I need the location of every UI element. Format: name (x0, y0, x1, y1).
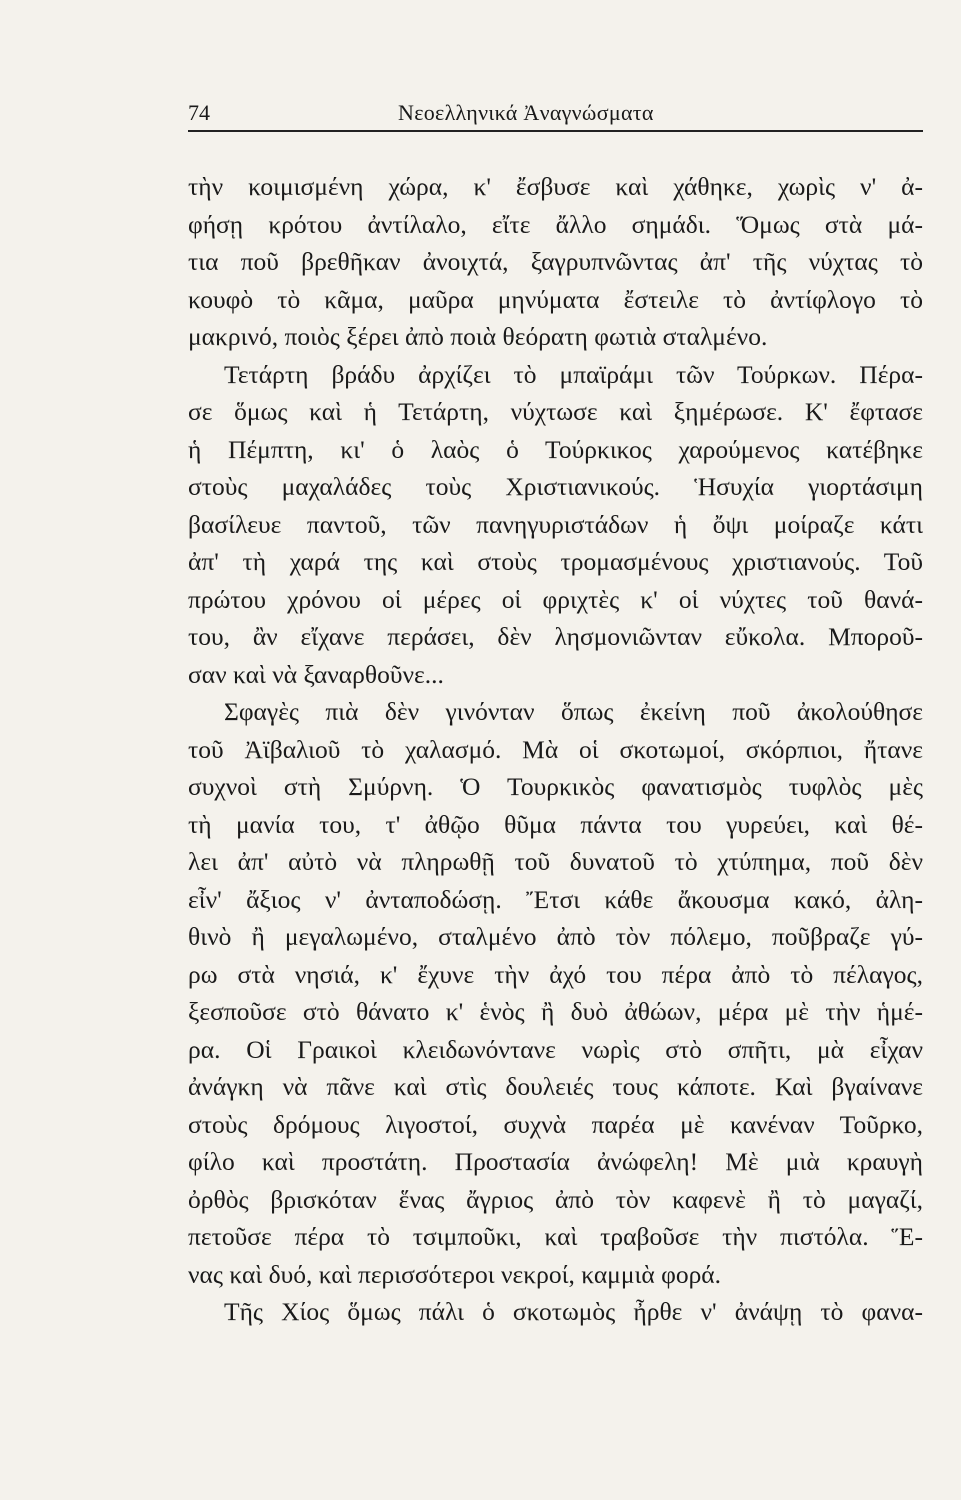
text-line: Σφαγὲς πιὰ δὲν γινόνταν ὅπως ἐκείνη ποῦ ἀκολούθησε (224, 697, 923, 726)
text-line: φήσῃ κρότου ἀντίλαλο, εἴτε ἄλλο σημάδι. Ὅμως στὰ μά- (188, 209, 923, 239)
text-line: συχνοὶ στὴ Σμύρνη. Ὁ Τουρκικὸς φανατισμὸς τυφλὸς μὲς (188, 772, 923, 801)
text-line: του, ἂν εἴχανε περάσει, δὲν λησμονιῶνταν εὔκολα. Μποροῦ- (188, 622, 923, 651)
text-line: ἡ Πέμπτη, κι' ὁ λαὸς ὁ Τούρκικος χαρούμενος κατέβηκε (188, 434, 923, 464)
header-rule (188, 130, 923, 132)
text-line: στοὺς δρόμους λιγοστοί, συχνὰ παρέα μὲ κανέναν Τοῦρκο, (188, 1109, 923, 1139)
text-line: ἀνάγκη νὰ πᾶνε καὶ στὶς δουλειές τους κάποτε. Καὶ βγαίνανε (188, 1072, 923, 1101)
text-line: στοὺς μαχαλάδες τοὺς Χριστιανικούς. Ἡσυχία γιορτάσιμη (188, 472, 923, 501)
text-line: πρώτου χρόνου οἱ μέρες οἱ φριχτὲς κ' οἱ νύχτες τοῦ θανά- (188, 584, 923, 614)
running-head (188, 98, 923, 134)
text-line: τοῦ Ἀϊβαλιοῦ τὸ χαλασμό. Μὰ οἱ σκοτωμοί, σκόρπιοι, ἤτανε (188, 734, 923, 764)
page-number: 74 (188, 100, 210, 125)
text-line: ρα. Οἱ Γραικοὶ κλειδωνόντανε νωρὶς στὸ σπῆτι, μὰ εἶχαν (188, 1034, 923, 1064)
text-line: τὴν κοιμισμένη χώρα, κ' ἔσβυσε καὶ χάθηκε, χωρὶς ν' ἀ- (188, 172, 923, 201)
text-line: ἀπ' τὴ χαρά της καὶ στοὺς τρομασμένους χριστιανούς. Τοῦ (188, 547, 923, 576)
text-line: Τετάρτη βράδυ ἀρχίζει τὸ μπαϊράμι τῶν Τούρκων. Πέρα- (224, 359, 923, 389)
text-line: σε ὅμως καὶ ἡ Τετάρτη, νύχτωσε καὶ ξημέρωσε. Κ' ἔφτασε (188, 397, 923, 426)
body-text (188, 168, 923, 1331)
text-line: ὀρθὸς βρισκόταν ἕνας ἄγριος ἀπὸ τὸν καφενὲ ἢ τὸ μαγαζί, (188, 1184, 923, 1214)
text-line: κουφὸ τὸ κᾶμα, μαῦρα μηνύματα ἔστειλε τὸ ἀντίφλογο τὸ (188, 284, 923, 314)
text-line: σαν καὶ νὰ ξαναρθοῦνε... (188, 659, 444, 689)
text-line: μακρινό, ποιὸς ξέρει ἀπὸ ποιὰ θεόρατη φωτιὰ σταλμένο. (188, 322, 768, 351)
text-line: φίλο καὶ προστάτη. Προστασία ἀνώφελη! Μὲ μιὰ κραυγὴ (188, 1147, 923, 1176)
text-line: νας καὶ δυό, καὶ περισσότεροι νεκροί, καμμιὰ φορά. (188, 1259, 722, 1289)
text-line: Τῆς Χίος ὅμως πάλι ὁ σκοτωμὸς ἦρθε ν' ἀνάψῃ τὸ φανα- (224, 1297, 923, 1326)
text-line: πετοῦσε πέρα τὸ τσιμποῦκι, καὶ τραβοῦσε τὴν πιστόλα. Ἕ- (188, 1222, 923, 1251)
text-line: βασίλευε παντοῦ, τῶν πανηγυριστάδων ἡ ὄψι μοίραζε κάτι (188, 509, 923, 539)
text-line: λει ἀπ' αὐτὸ νὰ πληρωθῇ τοῦ δυνατοῦ τὸ χτύπημα, ποῦ δὲν (188, 847, 923, 876)
text-line: τὴ μανία του, τ' ἀθῷο θῦμα πάντα του γυρεύει, καὶ θέ- (188, 809, 923, 839)
text-line: ρω στὰ νησιά, κ' ἔχυνε τὴν ἀχό του πέρα ἀπὸ τὸ πέλαγος, (188, 959, 923, 989)
text-line: εἶν' ἄξιος ν' ἀνταποδώσῃ. Ἔτσι κάθε ἄκουσμα κακό, ἀλη- (188, 884, 923, 914)
running-title: Νεοελληνικά Ἀναγνώσματα (398, 100, 654, 125)
text-line: θινὸ ἢ μεγαλωμένο, σταλμένο ἀπὸ τὸν πόλεμο, ποῦβραζε γύ- (188, 922, 923, 951)
text-line: ξεσποῦσε στὸ θάνατο κ' ἑνὸς ἢ δυὸ ἀθώων, μέρα μὲ τὴν ἡμέ- (188, 997, 923, 1026)
text-line: τια ποῦ βρεθῆκαν ἀνοιχτά, ξαγρυπνῶντας ἀπ' τῆς νύχτας τὸ (188, 247, 923, 276)
